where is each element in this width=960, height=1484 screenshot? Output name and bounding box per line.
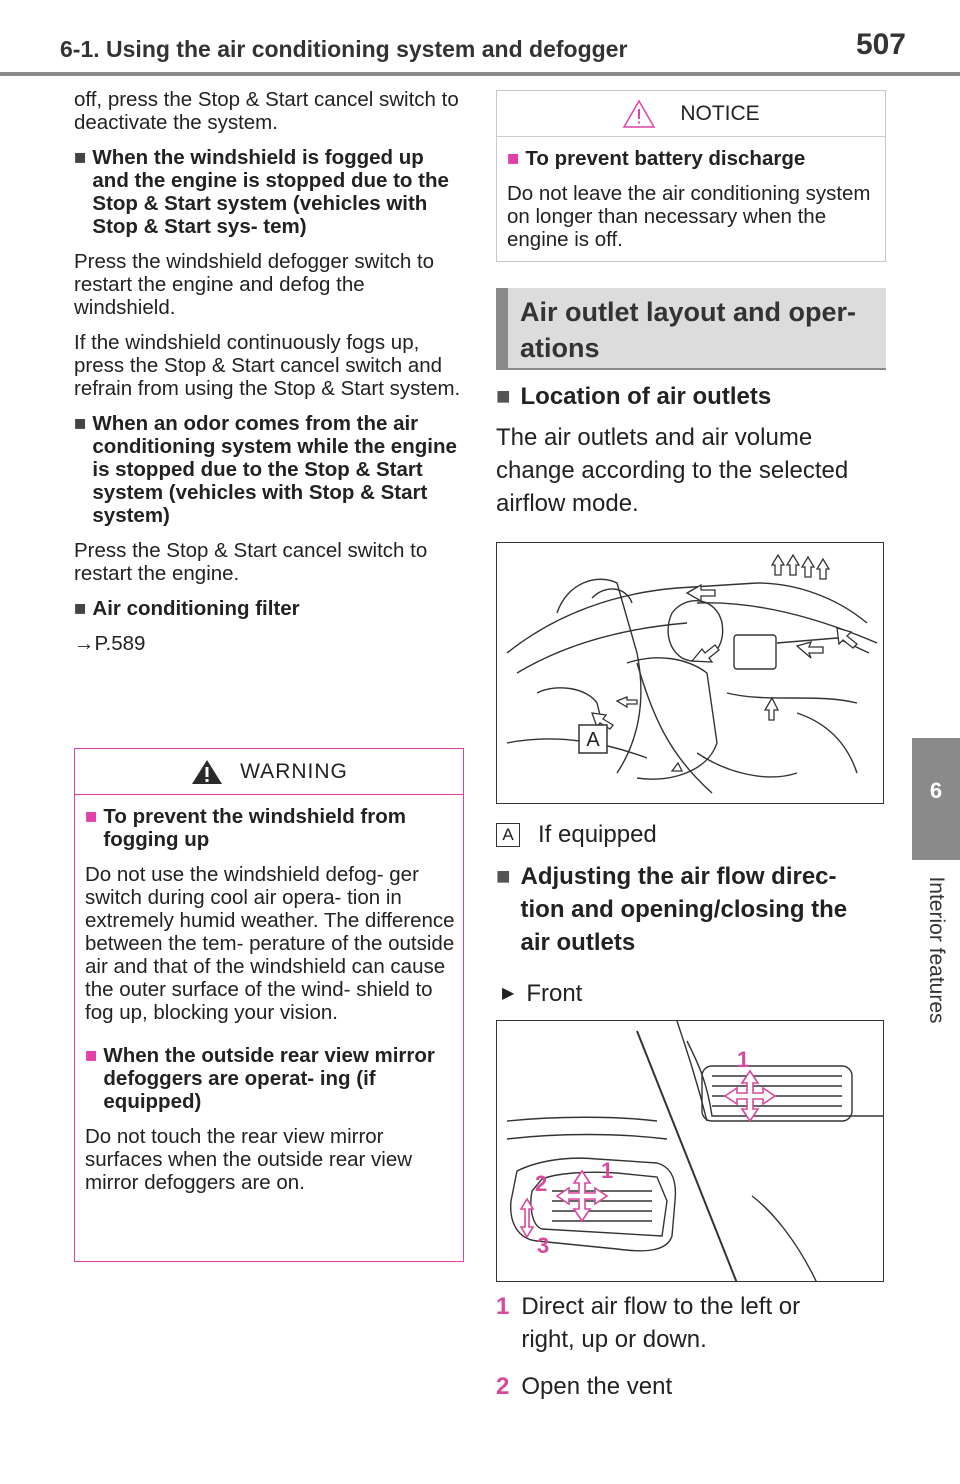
- subheading-odor: ■ When an odor comes from the air conditioning system while the engine is stopped due to the Stop & Start system (vehicles with Stop & Start system): [74, 412, 457, 527]
- section-title: Air outlet layout and oper- ations: [520, 297, 857, 363]
- right-column-mid: [496, 860, 896, 1010]
- paragraph: If the windshield continuously fogs up, press the Stop & Start cancel switch and refrain from using the Stop & Start system.: [74, 331, 461, 400]
- chapter-tab[interactable]: [912, 738, 960, 860]
- warning-text: Do not use the windshield defog- ger switch during cool air opera- tion in extremely humid weather. The difference between the tem- perature of the outside air and that of the windshield can cause the outer surface of the wind- shield to fog up, blocking your vision.: [85, 863, 455, 1024]
- page-number: 507: [855, 28, 906, 61]
- square-bullet-icon: ■: [507, 147, 520, 170]
- callout-1: 1: [601, 1158, 614, 1183]
- warning-triangle-icon: [190, 758, 224, 786]
- chapter-tab-label: Interior features: [925, 876, 948, 1024]
- legend-text: If equipped: [538, 821, 657, 848]
- callout-3: 3: [537, 1233, 550, 1258]
- square-bullet-icon: ■: [85, 805, 98, 828]
- subheading-location: ■ Location of air outlets: [496, 380, 896, 413]
- paragraph: Press the Stop & Start cancel switch to restart the engine.: [74, 539, 428, 585]
- subheading-filter: ■ Air conditioning filter: [74, 597, 300, 620]
- callout-1: 1: [737, 1047, 750, 1072]
- paragraph: The air outlets and air volume change according to the selected airflow mode.: [496, 424, 849, 517]
- paragraph: Press the windshield defogger switch to restart the engine and defog the windshield.: [74, 250, 435, 319]
- warning-header: WARNING: [75, 749, 463, 795]
- step-item: 2 Open the vent: [496, 1373, 673, 1400]
- page-header: [60, 0, 906, 72]
- warning-subheading: ■ When the outside rear view mirror defoggers are operat- ing (if equipped): [85, 1044, 435, 1113]
- air-outlet-location-illustration: [496, 542, 884, 804]
- square-bullet-icon: ■: [85, 1044, 98, 1067]
- subheading-adjusting: ■ Adjusting the air flow direc- tion and opening/closing the air outlets: [496, 860, 896, 959]
- warning-text: Do not touch the rear view mirror surfaces when the outside rear view mirror defoggers are on.: [85, 1125, 413, 1194]
- intro-text: off, press the Stop & Start cancel switch to deactivate the system.: [74, 88, 459, 134]
- right-column-top: [496, 380, 896, 520]
- header-rule: [0, 72, 960, 76]
- steps-list: [496, 1290, 896, 1403]
- figure-legend: [496, 818, 896, 851]
- page-reference-link[interactable]: →P.589: [74, 632, 146, 655]
- square-bullet-icon: ■: [496, 383, 511, 410]
- warning-box: [74, 748, 464, 1262]
- chapter-title: 6-1. Using the air conditioning system and defogger: [60, 36, 628, 62]
- square-bullet-icon: ■: [74, 597, 87, 620]
- chapter-tab-number: 6: [929, 778, 943, 803]
- figure-label-a: A: [586, 729, 600, 751]
- notice-box: [496, 90, 886, 262]
- square-bullet-icon: ■: [74, 146, 87, 169]
- step-item: 1 Direct air flow to the left or right, up or down.: [496, 1293, 801, 1353]
- notice-header: NOTICE: [497, 91, 885, 137]
- notice-text: Do not leave the air conditioning system on longer than necessary when the engine is off.: [507, 182, 871, 251]
- callout-2: 2: [535, 1171, 548, 1196]
- vent-detail-illustration: [497, 1021, 884, 1282]
- square-bullet-icon: ■: [496, 863, 511, 890]
- front-vent-illustration: [496, 1020, 884, 1282]
- caution-outline-icon: [622, 99, 656, 129]
- square-bullet-icon: ■: [74, 412, 87, 435]
- section-title-band: [496, 288, 886, 370]
- arrow-right-icon: →: [74, 632, 95, 655]
- warning-subheading: ■ To prevent the windshield from fogging up: [85, 805, 406, 851]
- triangle-bullet-icon: ▶: [502, 985, 515, 1002]
- car-interior-illustration: [497, 543, 884, 804]
- front-item: ▶ Front: [496, 977, 896, 1010]
- legend-key-a: A: [496, 823, 520, 847]
- left-column: [74, 88, 464, 655]
- subheading-fogged: ■ When the windshield is fogged up and the engine is stopped due to the Stop & Start system (vehicles with Stop & Start sys- tem): [74, 146, 449, 238]
- notice-subheading: ■ To prevent battery discharge: [507, 147, 806, 170]
